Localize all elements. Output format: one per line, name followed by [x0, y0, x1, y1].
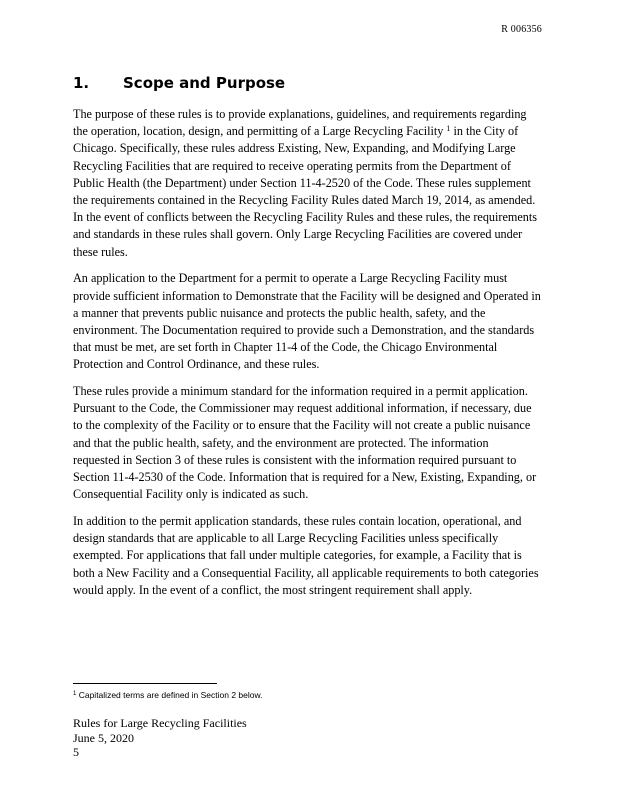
footnote-reference: 1 — [446, 124, 451, 134]
text-line: would apply. In the event of a conflict, the most stringent requirement shall apply. — [73, 582, 473, 597]
footnote-marker: 1 — [73, 691, 77, 697]
text-line: Consequential Facility only is indicated as such. — [73, 487, 309, 502]
text-line: The purpose of these rules is to provide explanations, guidelines, and requirements regarding — [73, 107, 527, 121]
footer-title: Rules for Large Recycling Facilities — [73, 716, 247, 730]
section-heading — [73, 74, 285, 92]
text-line: the requirements contained in the Recycling Facility Rules dated March 19, 2014, as amended. — [73, 193, 536, 208]
footnote — [73, 690, 263, 700]
paragraph-1 — [73, 106, 545, 261]
footnote-divider — [73, 683, 217, 684]
text-line: Recycling Facilities that are required to receive operating permits from the Department of — [73, 158, 511, 173]
text-line: environment. The Documentation required to provide such a Demonstration, and the standards — [73, 322, 535, 337]
body-text — [73, 106, 545, 608]
section-title: Scope and Purpose — [123, 74, 286, 92]
text-span: in the City of — [453, 124, 519, 139]
text-line: Chicago. Specifically, these rules address Existing, New, Expanding, and Modifying Large — [73, 141, 516, 156]
text-line: Pursuant to the Code, the Commissioner may request additional information, if necessary, due — [73, 401, 532, 416]
footer-date: June 5, 2020 — [73, 730, 134, 745]
section-number: 1. — [73, 74, 90, 92]
text-line: a manner that prevents public nuisance and protects the public health, safety, and the — [73, 305, 486, 320]
text-line: Public Health (the Department) under Section 11-4-2520 of the Code. These rules supplement — [73, 175, 531, 190]
paragraph-3 — [73, 383, 545, 503]
text-line: Protection and Control Ordinance, and these rules. — [73, 357, 320, 372]
text-line: and standards in these rules shall govern. Only Large Recycling Facilities are covered under — [73, 227, 523, 242]
paragraph-4 — [73, 513, 545, 599]
text-line: both a New Facility and a Consequential Facility, all applicable requirements to both categories — [73, 565, 539, 580]
page-footer — [73, 716, 247, 760]
text-line: to the complexity of the Facility or to ensure that the Facility will not create a public nuisance — [73, 418, 531, 433]
text-line: An application to the Department for a permit to operate a Large Recycling Facility must — [73, 271, 508, 286]
text-line: exempted. For applications that fall under multiple categories, for example, a Facility that is — [73, 548, 522, 563]
text-line: requested in Section 3 of these rules is consistent with the information required pursuant to — [73, 452, 517, 467]
text-line: these rules. — [73, 244, 128, 259]
document-id: R 006356 — [501, 24, 542, 35]
paragraph-2 — [73, 270, 545, 373]
text-line: that must be met, are set forth in Chapter 11-4 of the Code, the Chicago Environmental — [73, 340, 498, 355]
text-line — [73, 123, 545, 140]
text-line: provide sufficient information to Demonstrate that the Facility will be designed and Operated in — [73, 288, 541, 303]
text-span: the operation, location, design, and permitting of a Large Recycling Facility — [73, 124, 444, 139]
text-line: and that the public health, safety, and the environment are protected. The information — [73, 435, 489, 450]
text-line: These rules provide a minimum standard for the information required in a permit application. — [73, 384, 528, 399]
text-line: design standards that are applicable to all Large Recycling Facilities unless specifically — [73, 531, 499, 546]
text-line: Section 11-4-2530 of the Code. Information that is required for a New, Existing, Expanding, or — [73, 470, 537, 485]
text-line: In addition to the permit application standards, these rules contain location, operational, and — [73, 513, 522, 528]
text-line: In the event of conflicts between the Recycling Facility Rules and these rules, the requirements — [73, 210, 537, 225]
page-number: 5 — [73, 745, 79, 760]
footnote-text: Capitalized terms are defined in Section 2 below. — [78, 690, 263, 700]
